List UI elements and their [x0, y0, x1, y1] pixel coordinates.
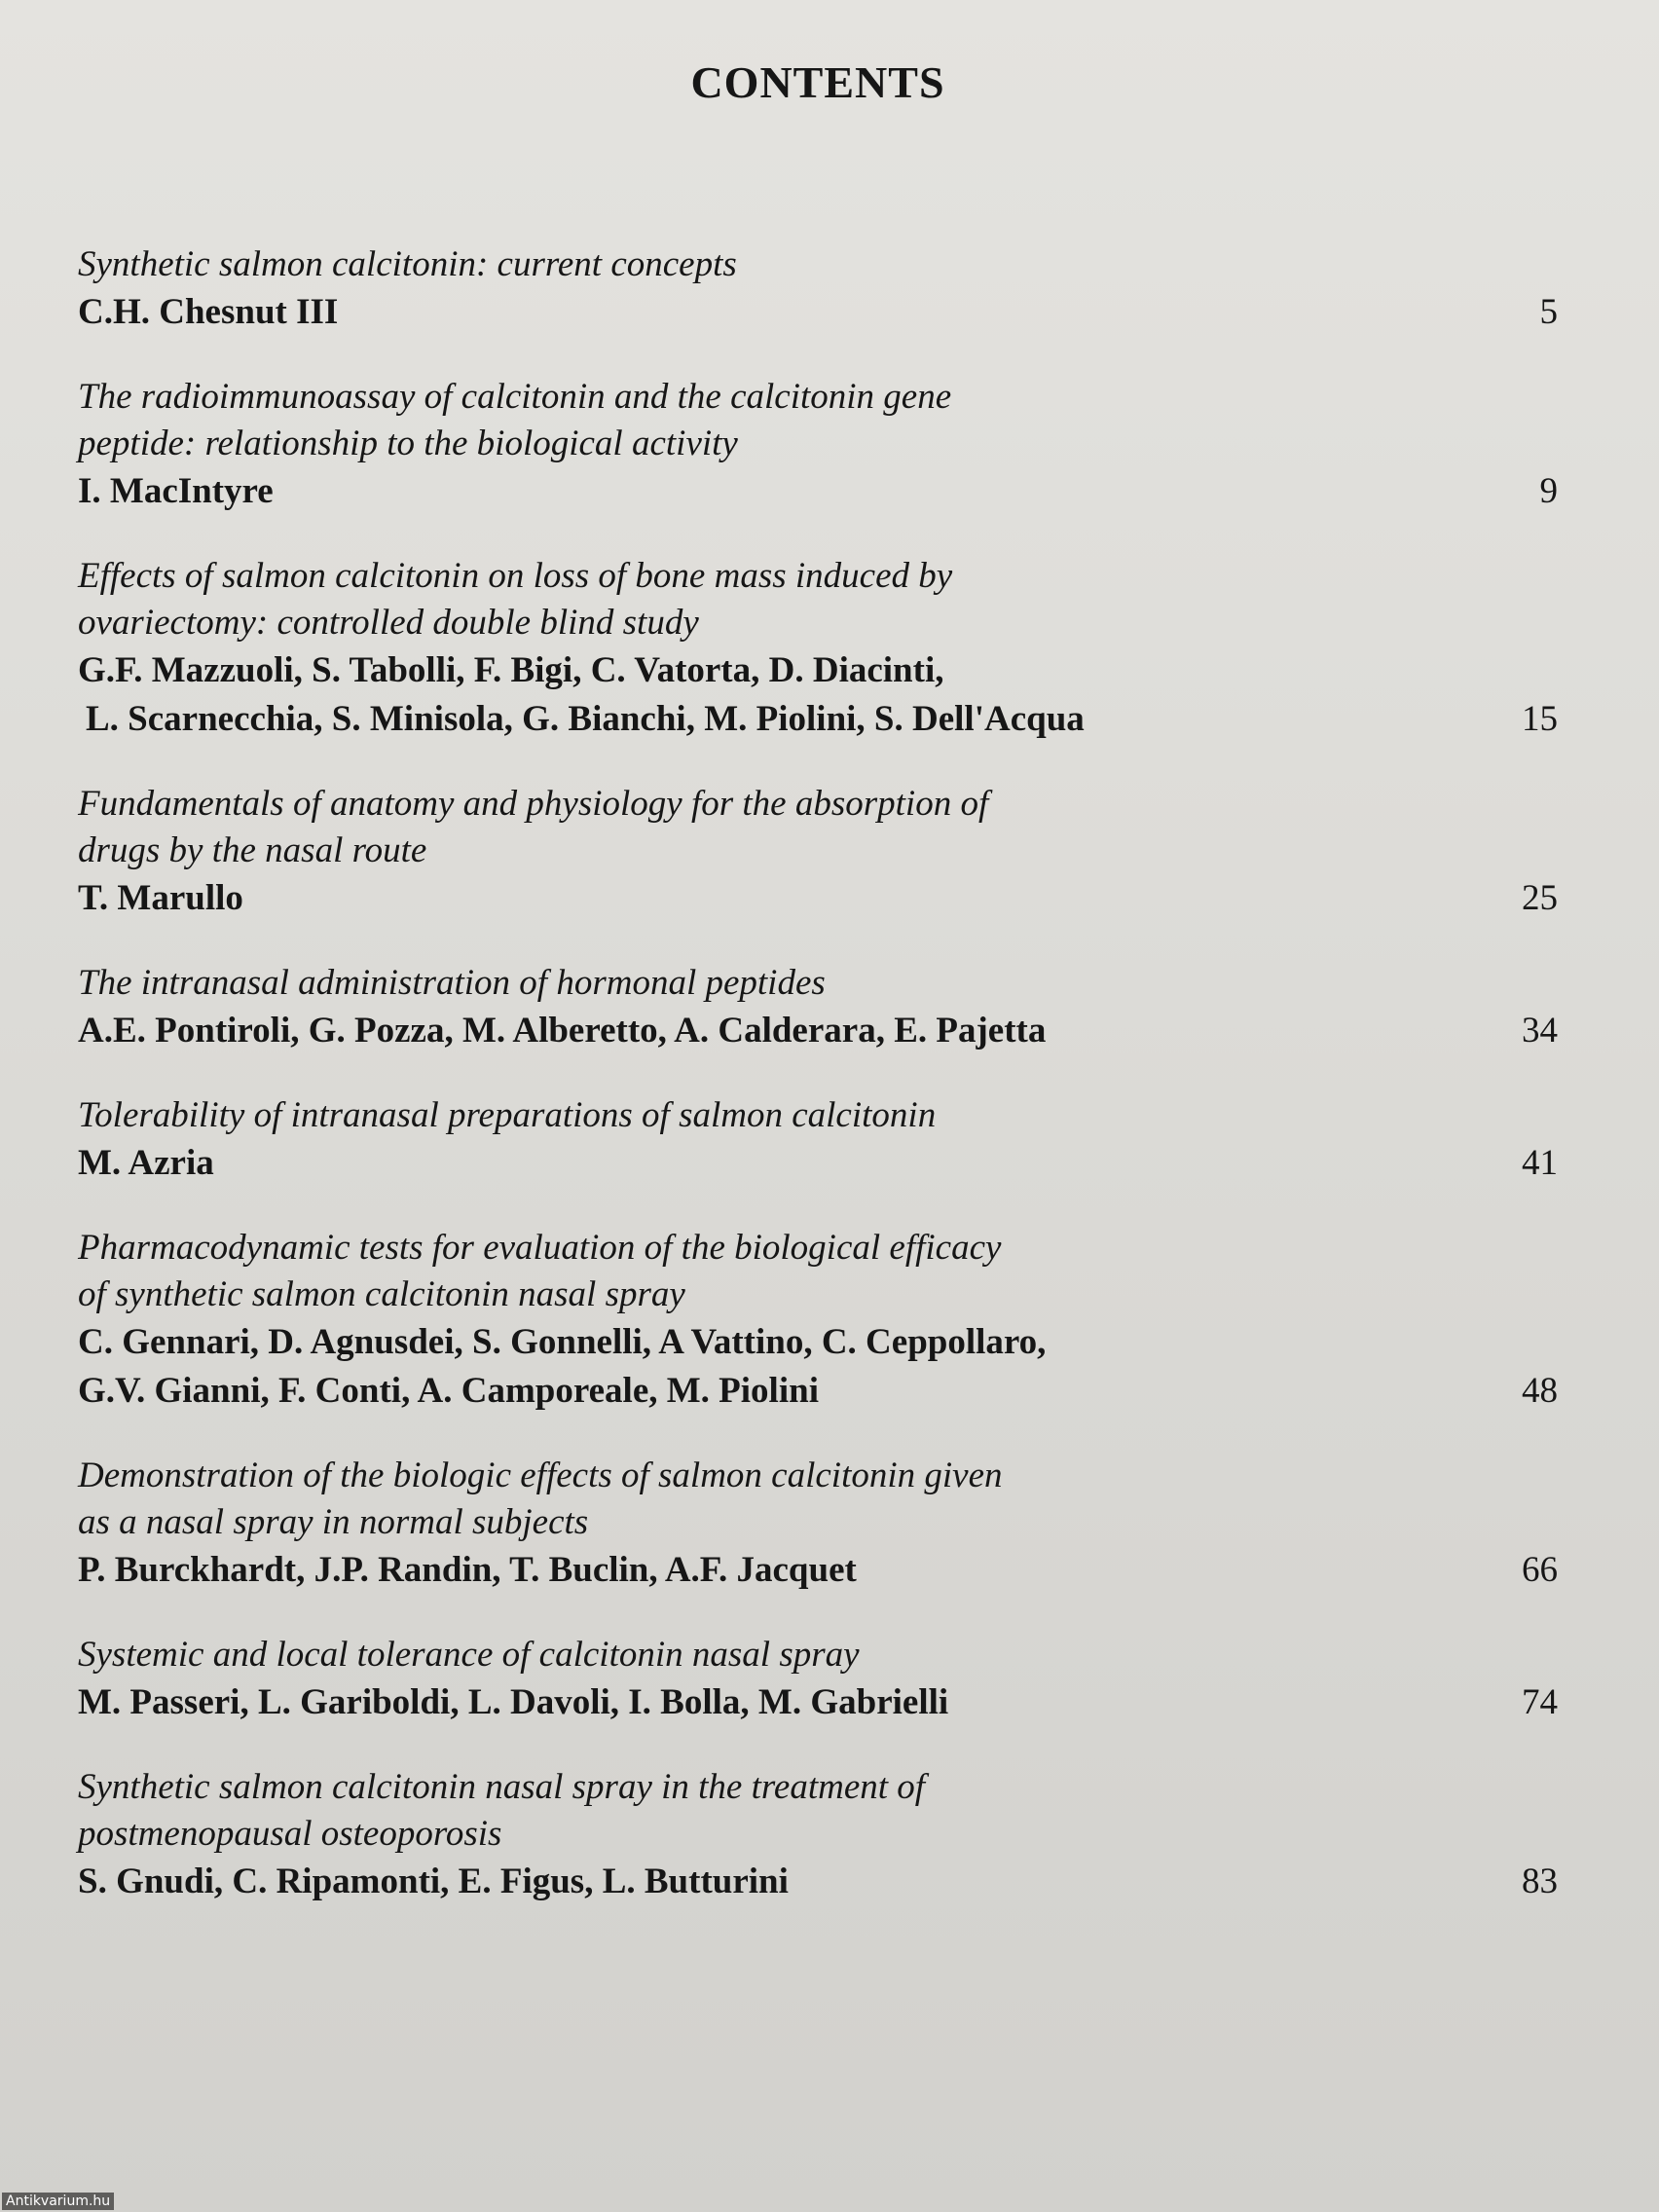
- entry-page-number: 48: [1522, 1371, 1558, 1411]
- entry-title-line: Pharmacodynamic tests for evaluation of the biological efficacy: [78, 1228, 1002, 1268]
- entry-title: [78, 374, 1295, 467]
- entry-page-number: 9: [1539, 471, 1558, 511]
- entry-title: [78, 781, 1295, 874]
- entry-title-line: drugs by the nasal route: [78, 830, 427, 870]
- site-watermark: Antikvarium.hu: [2, 2193, 114, 2210]
- toc-entry: [78, 960, 1558, 1055]
- entry-title-line: Demonstration of the biologic effects of salmon calcitonin given: [78, 1456, 1003, 1495]
- entry-author-line: C.H. Chesnut III: [78, 292, 339, 332]
- entry-title-line: Systemic and local tolerance of calcitonin nasal spray: [78, 1635, 860, 1675]
- entry-title: [78, 241, 1295, 288]
- entry-title: [78, 1453, 1295, 1546]
- entry-author-line: M. Passeri, L. Gariboldi, L. Davoli, I. Bolla, M. Gabrielli: [78, 1682, 949, 1722]
- entry-author-line: S. Gnudi, C. Ripamonti, E. Figus, L. Butturini: [78, 1862, 789, 1901]
- entry-title-line: Fundamentals of anatomy and physiology for the absorption of: [78, 784, 989, 824]
- entry-title-line: The intranasal administration of hormonal peptides: [78, 963, 826, 1003]
- entry-author-line: P. Burckhardt, J.P. Randin, T. Buclin, A.F. Jacquet: [78, 1550, 857, 1590]
- toc-entry: [78, 374, 1558, 516]
- entry-authors: [78, 1318, 1421, 1416]
- entry-title-line: The radioimmunoassay of calcitonin and the calcitonin gene: [78, 377, 952, 417]
- entry-title: [78, 1092, 1295, 1139]
- entry-title-line: ovariectomy: controlled double blind study: [78, 603, 699, 643]
- entry-authors: [78, 1139, 1421, 1188]
- table-of-contents: [78, 241, 1558, 1943]
- entry-title-line: Synthetic salmon calcitonin nasal spray in the treatment of: [78, 1767, 926, 1807]
- toc-entry: [78, 1632, 1558, 1727]
- entry-authors: [78, 467, 1421, 516]
- entry-page-number: 66: [1522, 1550, 1558, 1590]
- toc-entry: [78, 241, 1558, 337]
- entry-author-line: T. Marullo: [78, 878, 243, 918]
- entry-title-line: postmenopausal osteoporosis: [78, 1814, 502, 1854]
- entry-page-number: 25: [1522, 878, 1558, 918]
- entry-page-number: 83: [1522, 1862, 1558, 1901]
- entry-page-number: 15: [1522, 699, 1558, 739]
- entry-author-line: C. Gennari, D. Agnusdei, S. Gonnelli, A Vattino, C. Ceppollaro,: [78, 1322, 1047, 1362]
- entry-title-line: peptide: relationship to the biological activity: [78, 424, 738, 463]
- entry-author-line: L. Scarnecchia, S. Minisola, G. Bianchi, M. Piolini, S. Dell'Acqua: [86, 699, 1085, 739]
- entry-author-line: A.E. Pontiroli, G. Pozza, M. Alberetto, A. Calderara, E. Pajetta: [78, 1011, 1047, 1051]
- toc-entry: [78, 553, 1558, 744]
- toc-entry: [78, 781, 1558, 923]
- entry-authors: [78, 288, 1421, 337]
- entry-authors: [78, 1858, 1421, 1906]
- entry-authors: [78, 646, 1421, 744]
- entry-author-line: G.F. Mazzuoli, S. Tabolli, F. Bigi, C. Vatorta, D. Diacinti,: [78, 650, 944, 690]
- page-title: CONTENTS: [690, 57, 945, 107]
- entry-title: [78, 1632, 1295, 1678]
- entry-page-number: 34: [1522, 1011, 1558, 1051]
- entry-title-line: Synthetic salmon calcitonin: current concepts: [78, 244, 737, 284]
- toc-entry: [78, 1092, 1558, 1188]
- entry-title: [78, 553, 1295, 646]
- entry-title-line: Tolerability of intranasal preparations of salmon calcitonin: [78, 1095, 937, 1135]
- entry-title-line: of synthetic salmon calcitonin nasal spray: [78, 1274, 685, 1314]
- entry-author-line: G.V. Gianni, F. Conti, A. Camporeale, M. Piolini: [78, 1371, 819, 1411]
- entry-title-line: Effects of salmon calcitonin on loss of bone mass induced by: [78, 556, 953, 596]
- entry-title: [78, 960, 1295, 1007]
- entry-title: [78, 1764, 1295, 1858]
- entry-page-number: 5: [1539, 292, 1558, 332]
- entry-authors: [78, 1007, 1421, 1055]
- entry-author-line: I. MacIntyre: [78, 471, 274, 511]
- entry-page-number: 41: [1522, 1143, 1558, 1183]
- toc-entry: [78, 1225, 1558, 1416]
- entry-authors: [78, 1678, 1421, 1727]
- entry-authors: [78, 1546, 1421, 1595]
- entry-authors: [78, 874, 1421, 923]
- entry-author-line: M. Azria: [78, 1143, 214, 1183]
- entry-title: [78, 1225, 1295, 1318]
- entry-page-number: 74: [1522, 1682, 1558, 1722]
- toc-entry: [78, 1764, 1558, 1906]
- toc-entry: [78, 1453, 1558, 1595]
- entry-title-line: as a nasal spray in normal subjects: [78, 1502, 589, 1542]
